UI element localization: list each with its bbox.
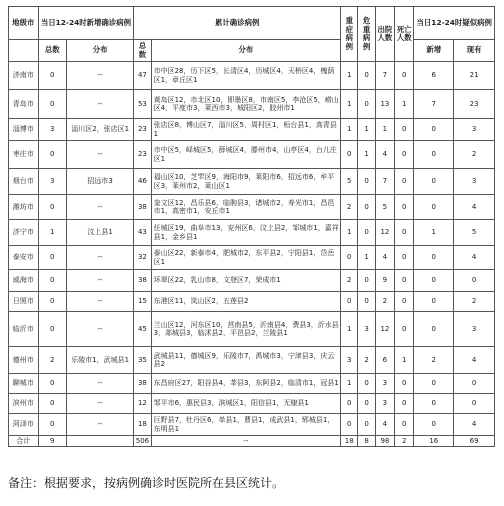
cell-deaths: 0 <box>395 312 414 347</box>
table-row <box>9 414 495 436</box>
cell-severe: 1 <box>341 119 358 141</box>
cell-new-dist: -- <box>67 141 134 169</box>
cell-deaths: 0 <box>395 394 414 414</box>
cell-s-new: 16 <box>414 436 454 447</box>
cell-cum-total: 38 <box>134 374 151 394</box>
cell-severe: 0 <box>341 292 358 312</box>
cell-cum-dist: 东港区11，岚山区2，五莲县2 <box>151 292 341 312</box>
cell-cum-total: 38 <box>134 195 151 220</box>
cell-s-new: 0 <box>414 374 454 394</box>
cell-city: 滨州市 <box>9 394 39 414</box>
cell-severe: 0 <box>341 141 358 169</box>
cell-city: 德州市 <box>9 347 39 374</box>
cell-new-dist: -- <box>67 246 134 270</box>
cell-cum-total: 35 <box>134 347 151 374</box>
cell-discharged: 6 <box>375 347 394 374</box>
cell-new-dist: 乐陵市1，武城县1 <box>67 347 134 374</box>
table-row <box>9 141 495 169</box>
cell-s-new: 0 <box>414 169 454 195</box>
cell-discharged: 12 <box>375 312 394 347</box>
cell-cum-dist: 市中区5，峄城区5，薛城区4，滕州市4，山亭区4，台儿庄区1 <box>151 141 341 169</box>
cell-discharged: 9 <box>375 270 394 292</box>
cell-critical: 0 <box>358 414 375 436</box>
cell-cum-total: 38 <box>134 270 151 292</box>
cropped-top-edge <box>2 0 5 4</box>
cell-severe: 0 <box>341 414 358 436</box>
cell-discharged: 2 <box>375 292 394 312</box>
cell-new-dist <box>67 436 134 447</box>
cell-cum-dist: 兰山区12，河东区10，莒南县5，沂南县4，费县3，沂水县3，郯城县3，临沭县2，平邑县2，兰陵县1 <box>151 312 341 347</box>
cell-s-new: 0 <box>414 292 454 312</box>
header-new-group: 当日12-24时新增确诊病例 <box>38 7 134 40</box>
cell-city: 济南市 <box>9 62 39 90</box>
cell-severe: 18 <box>341 436 358 447</box>
cell-s-new: 0 <box>414 141 454 169</box>
cell-s-exist: 0 <box>454 374 495 394</box>
cell-city: 合计 <box>9 436 39 447</box>
cell-cum-dist: 福山区10，芝罘区9，海阳市9，莱阳市6，招远市6，牟平区3，莱州市2，莱山区1 <box>151 169 341 195</box>
cell-deaths: 0 <box>395 119 414 141</box>
cell-s-new: 1 <box>414 220 454 246</box>
cell-discharged: 5 <box>375 195 394 220</box>
cell-cum-total: 12 <box>134 394 151 414</box>
cell-critical: 1 <box>358 119 375 141</box>
cell-severe: 3 <box>341 347 358 374</box>
cell-deaths: 0 <box>395 292 414 312</box>
header-suspect-group: 当日12-24时疑似病例 <box>414 7 495 40</box>
cell-s-exist: 2 <box>454 141 495 169</box>
cell-severe: 1 <box>341 374 358 394</box>
cell-cum-dist: 市中区28，历下区5，长清区4，历城区4，天桥区4，槐荫区1，章丘区1 <box>151 62 341 90</box>
header-critical: 危重病例 <box>358 7 375 62</box>
cell-cum-total: 32 <box>134 246 151 270</box>
cell-city: 济宁市 <box>9 220 39 246</box>
cell-s-exist: 4 <box>454 414 495 436</box>
cell-severe: 2 <box>341 195 358 220</box>
header-city: 地级市 <box>9 7 39 40</box>
cell-critical: 2 <box>358 347 375 374</box>
cell-discharged: 4 <box>375 141 394 169</box>
cell-discharged: 7 <box>375 62 394 90</box>
case-table <box>8 6 495 447</box>
cell-new-dist: 汶上县1 <box>67 220 134 246</box>
table-body <box>9 62 495 447</box>
cell-critical: 0 <box>358 90 375 119</box>
cell-new-dist: 招远市3 <box>67 169 134 195</box>
cell-city: 聊城市 <box>9 374 39 394</box>
cell-deaths: 1 <box>395 347 414 374</box>
cell-critical: 0 <box>358 394 375 414</box>
cell-cum-total: 18 <box>134 414 151 436</box>
cell-new-total: 0 <box>38 270 67 292</box>
cell-discharged: 3 <box>375 394 394 414</box>
cell-new-total: 0 <box>38 141 67 169</box>
cell-new-dist: -- <box>67 90 134 119</box>
cell-cum-total: 506 <box>135 436 150 445</box>
cell-city: 淄博市 <box>9 119 39 141</box>
cell-s-exist: 3 <box>454 119 495 141</box>
cell-city: 日照市 <box>9 292 39 312</box>
cell-s-new: 2 <box>414 347 454 374</box>
cell-cum-total: 43 <box>134 220 151 246</box>
header-suspect-new: 新增 <box>414 40 454 62</box>
cell-cum-total: 23 <box>134 119 151 141</box>
table-row <box>9 90 495 119</box>
cell-deaths: 0 <box>395 141 414 169</box>
header-new-total: 总数 <box>38 40 67 62</box>
cell-new-total: 3 <box>38 119 67 141</box>
cell-new-dist: -- <box>67 270 134 292</box>
footnote: 备注：根据要求，按病例确诊时医院所在县区统计。 <box>8 476 285 490</box>
header-cum-group: 累计确诊病例 <box>215 17 260 27</box>
cell-severe: 1 <box>341 220 358 246</box>
table-row <box>9 270 495 292</box>
cell-deaths: 0 <box>395 270 414 292</box>
cell-critical: 0 <box>358 62 375 90</box>
table-row <box>9 436 495 447</box>
cell-s-new: 0 <box>414 312 454 347</box>
header-cum-group-top <box>134 7 341 40</box>
cell-s-exist: 69 <box>454 436 495 447</box>
table-row <box>9 169 495 195</box>
cell-discharged: 4 <box>375 414 394 436</box>
table-row <box>9 374 495 394</box>
cell-city: 威海市 <box>9 270 39 292</box>
cell-new-total: 0 <box>38 394 67 414</box>
cell-new-total: 2 <box>38 347 67 374</box>
cell-cum-dist: 任城区19，曲阜市13，兖州区6，汶上县2，邹城市1，嘉祥县1，金乡县1 <box>151 220 341 246</box>
cell-new-dist: -- <box>67 62 134 90</box>
cell-cum-total: 53 <box>134 90 151 119</box>
header-city-cont <box>9 40 39 62</box>
cell-s-exist: 23 <box>454 90 495 119</box>
cell-new-total: 9 <box>38 436 67 447</box>
cell-new-total: 0 <box>38 414 67 436</box>
cell-critical: 0 <box>358 220 375 246</box>
cell-s-exist: 3 <box>454 312 495 347</box>
cell-new-dist: -- <box>67 292 134 312</box>
cell-discharged: 4 <box>375 246 394 270</box>
cell-city: 潍坊市 <box>9 195 39 220</box>
cell-critical: 0 <box>358 169 375 195</box>
header-severe: 重症病例 <box>341 7 358 62</box>
cell-cum-dist: 巨野县7，牡丹区6，单县1，曹县1，成武县1，郓城县1，东明县1 <box>151 414 341 436</box>
cell-new-dist: 淄川区2，张店区1 <box>67 119 134 141</box>
cell-s-new: 0 <box>414 195 454 220</box>
cell-city: 泰安市 <box>9 246 39 270</box>
table-row <box>9 62 495 90</box>
cell-s-new: 0 <box>414 270 454 292</box>
cell-deaths: 0 <box>395 374 414 394</box>
table-row <box>9 195 495 220</box>
header-suspect-existing: 现有 <box>454 40 495 62</box>
cell-cum-dist: -- <box>151 436 341 447</box>
cell-new-total: 0 <box>38 374 67 394</box>
cell-deaths: 0 <box>395 62 414 90</box>
header-discharged: 出院人数 <box>375 7 394 62</box>
cell-critical: 1 <box>358 141 375 169</box>
cell-cum-dist: 黄岛区12，市北区10，即墨区8，市南区5，李沧区5，崂山区4，平度市3，莱西市3，城阳区2，胶州市1 <box>151 90 341 119</box>
cell-cum-total: 46 <box>134 169 151 195</box>
cell-severe: 0 <box>341 246 358 270</box>
cell-s-exist: 3 <box>454 169 495 195</box>
cell-new-dist: -- <box>67 414 134 436</box>
cell-new-total: 0 <box>38 292 67 312</box>
table-row <box>9 119 495 141</box>
header-deaths: 死亡人数 <box>395 7 414 62</box>
cell-deaths: 0 <box>395 246 414 270</box>
cell-severe: 2 <box>341 270 358 292</box>
cell-s-exist: 4 <box>454 195 495 220</box>
header-new-dist: 分布 <box>67 40 134 62</box>
cell-discharged: 12 <box>375 220 394 246</box>
cell-discharged: 13 <box>375 90 394 119</box>
cell-city: 青岛市 <box>9 90 39 119</box>
cell-s-new: 0 <box>414 119 454 141</box>
cell-deaths: 0 <box>395 414 414 436</box>
cell-new-total: 0 <box>38 312 67 347</box>
cell-critical: 0 <box>358 292 375 312</box>
cell-severe: 0 <box>341 394 358 414</box>
cell-s-exist: 4 <box>454 347 495 374</box>
cell-s-exist: 4 <box>454 246 495 270</box>
header-cum-total: 总数 <box>134 40 151 62</box>
cell-cum-dist: 环翠区22，乳山市8，文登区7，荣成市1 <box>151 270 341 292</box>
cell-new-dist: -- <box>67 394 134 414</box>
cell-new-total: 0 <box>38 246 67 270</box>
cell-new-dist: -- <box>67 312 134 347</box>
cell-discharged: 7 <box>375 169 394 195</box>
cell-s-new: 0 <box>414 246 454 270</box>
cell-cum-dist: 张店区8，博山区7，淄川区5，周村区1，桓台县1，高青县1 <box>151 119 341 141</box>
cell-discharged: 98 <box>375 436 394 447</box>
cell-deaths: 0 <box>395 220 414 246</box>
cell-new-total: 0 <box>38 90 67 119</box>
cell-critical: 0 <box>358 195 375 220</box>
cell-severe: 1 <box>341 312 358 347</box>
header-cum-dist: 分布 <box>151 40 341 62</box>
cell-city: 烟台市 <box>9 169 39 195</box>
cell-severe: 1 <box>341 62 358 90</box>
cell-critical: 0 <box>358 374 375 394</box>
cell-s-exist: 2 <box>454 292 495 312</box>
cell-s-new: 6 <box>414 62 454 90</box>
cell-s-new: 7 <box>414 90 454 119</box>
cell-city: 临沂市 <box>9 312 39 347</box>
cell-cum-dist: 邹平市6，惠民县3，滨城区1，阳信县1，无棣县1 <box>151 394 341 414</box>
cell-cum-dist: 东昌府区27，阳谷县4，莘县3，东阿县2，临清市1，冠县1 <box>151 374 341 394</box>
cell-deaths: 0 <box>395 195 414 220</box>
cell-new-total: 1 <box>38 220 67 246</box>
cell-s-exist: 0 <box>454 270 495 292</box>
cell-city: 枣庄市 <box>9 141 39 169</box>
cell-severe: 5 <box>341 169 358 195</box>
cell-s-exist: 21 <box>454 62 495 90</box>
cell-cum-total: 23 <box>134 141 151 169</box>
cell-severe: 1 <box>341 90 358 119</box>
table-row <box>9 347 495 374</box>
cell-new-total: 3 <box>38 169 67 195</box>
cell-critical: 3 <box>358 312 375 347</box>
table-row <box>9 312 495 347</box>
cell-s-new: 0 <box>414 414 454 436</box>
cell-deaths: 2 <box>395 436 414 447</box>
cell-cum-total: 47 <box>134 62 151 90</box>
cell-cum-dist: 武城县11，德城区9，乐陵市7，禹城市3，宁津县3，庆云县2 <box>151 347 341 374</box>
cell-cum-total: 45 <box>134 312 151 347</box>
cell-critical: 8 <box>358 436 375 447</box>
cell-cum-dist: 奎文区12，昌乐县6，临朐县3，诸城市2，寿光市1，昌邑市1，高密市1，安丘市1 <box>151 195 341 220</box>
cell-city: 菏泽市 <box>9 414 39 436</box>
table-row <box>9 220 495 246</box>
cell-discharged: 3 <box>375 374 394 394</box>
cell-s-new: 0 <box>414 394 454 414</box>
table-row <box>9 394 495 414</box>
cell-critical: 0 <box>358 270 375 292</box>
table-row <box>9 292 495 312</box>
cell-cum-total: 15 <box>134 292 151 312</box>
table-row <box>9 246 495 270</box>
cell-s-exist: 0 <box>454 394 495 414</box>
cell-cum-dist: 泰山区22，新泰市4，肥城市2，东平县2，宁阳县1，岱岳区1 <box>151 246 341 270</box>
cell-s-exist: 5 <box>454 220 495 246</box>
cell-new-dist: -- <box>67 374 134 394</box>
cell-critical: 1 <box>358 246 375 270</box>
cell-deaths: 0 <box>395 169 414 195</box>
cell-deaths: 1 <box>395 90 414 119</box>
cell-new-total: 0 <box>38 62 67 90</box>
cell-discharged: 1 <box>375 119 394 141</box>
cell-new-dist: -- <box>67 195 134 220</box>
cell-new-total: 0 <box>38 195 67 220</box>
